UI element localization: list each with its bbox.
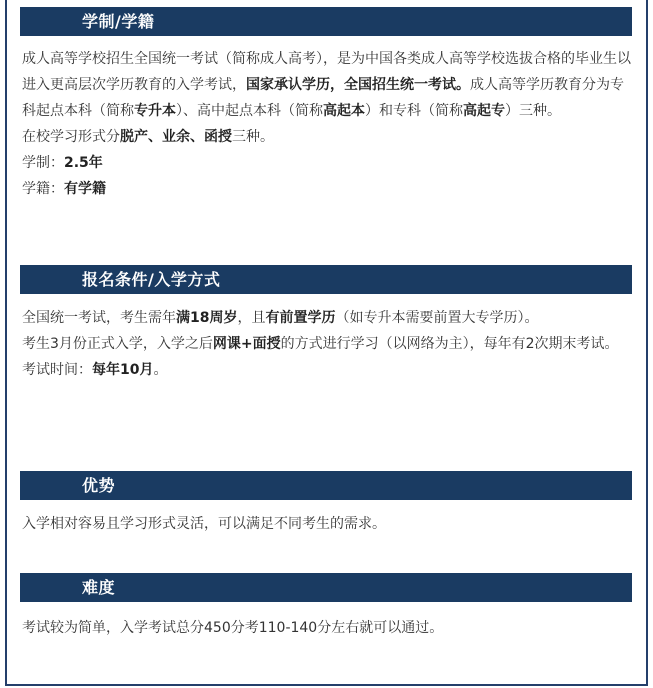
- section-header-difficulty: [20, 573, 632, 602]
- text-run: 的方式进行学习（以网络为主），每年有2次期末考试。: [280, 336, 619, 352]
- frame-border-left: [5, 0, 7, 684]
- bold-text: 有前置学历: [265, 310, 336, 326]
- bold-text: 脱产、业余、函授: [120, 129, 232, 145]
- text-run: 考试时间：: [22, 362, 92, 378]
- text-run: 在校学习形式分: [22, 129, 120, 145]
- paragraph: [22, 357, 632, 383]
- bold-text: 每年10月: [92, 362, 154, 378]
- section-body-advantages: [22, 511, 632, 537]
- section-header-study-system: [20, 7, 632, 36]
- text-run: 学籍：: [22, 181, 64, 197]
- section-title: 优势: [82, 476, 116, 495]
- text-run: 全国统一考试，考生需年: [22, 310, 176, 326]
- paragraph: [22, 124, 632, 150]
- text-run: 成人高等学校招生全国统一考试（简称成人高考），是为中国各类成人高等学校选拔合格的毕业生以进入更高层次学历教育的入学考试，: [22, 51, 631, 93]
- paragraph: [22, 305, 632, 331]
- text-run: 。: [153, 362, 168, 378]
- section-body-study-system: [22, 46, 632, 202]
- bold-text: 网课+面授: [212, 336, 281, 352]
- text-run: ，且: [237, 310, 266, 326]
- paragraph: [22, 615, 632, 641]
- bold-text: 高起专: [463, 103, 505, 119]
- section-title: 学制/学籍: [82, 12, 155, 31]
- paragraph: [22, 150, 632, 176]
- text-run: 成人高等学历教育分为专科起点本科（简称: [22, 77, 624, 119]
- text-run: 学制：: [22, 155, 64, 171]
- paragraph: [22, 511, 632, 537]
- text-run: 考生3月份正式入学，入学之后: [22, 336, 213, 352]
- section-title: 报名条件/入学方式: [82, 270, 221, 289]
- bold-text: 专升本: [134, 103, 176, 119]
- text-run: （如专升本需要前置大专学历）。: [335, 310, 539, 326]
- frame-border-bottom: [5, 684, 648, 686]
- paragraph: [22, 331, 632, 357]
- section-header-advantages: [20, 471, 632, 500]
- bold-text: 高起本: [323, 103, 365, 119]
- paragraph: [22, 176, 632, 202]
- text-run: 入学相对容易且学习形式灵活，可以满足不同考生的需求。: [22, 516, 386, 532]
- section-header-enrollment: [20, 265, 632, 294]
- bold-text: 有学籍: [64, 181, 106, 197]
- section-title: 难度: [82, 578, 116, 597]
- bold-text: 满18周岁: [176, 310, 238, 326]
- frame-border-right: [646, 0, 648, 684]
- section-body-enrollment: [22, 305, 632, 383]
- bold-text: 国家承认学历，全国招生统一考试。: [246, 77, 470, 93]
- text-run: 考试较为简单，入学考试总分450分考110-140分左右就可以通过。: [22, 620, 444, 636]
- text-run: ）三种。: [505, 103, 561, 119]
- text-run: ）、高中起点本科（简称: [176, 103, 323, 119]
- bold-text: 2.5年: [64, 155, 103, 171]
- text-run: 三种。: [232, 129, 274, 145]
- section-body-difficulty: [22, 615, 632, 641]
- text-run: ）和专科（简称: [365, 103, 463, 119]
- paragraph: [22, 46, 632, 124]
